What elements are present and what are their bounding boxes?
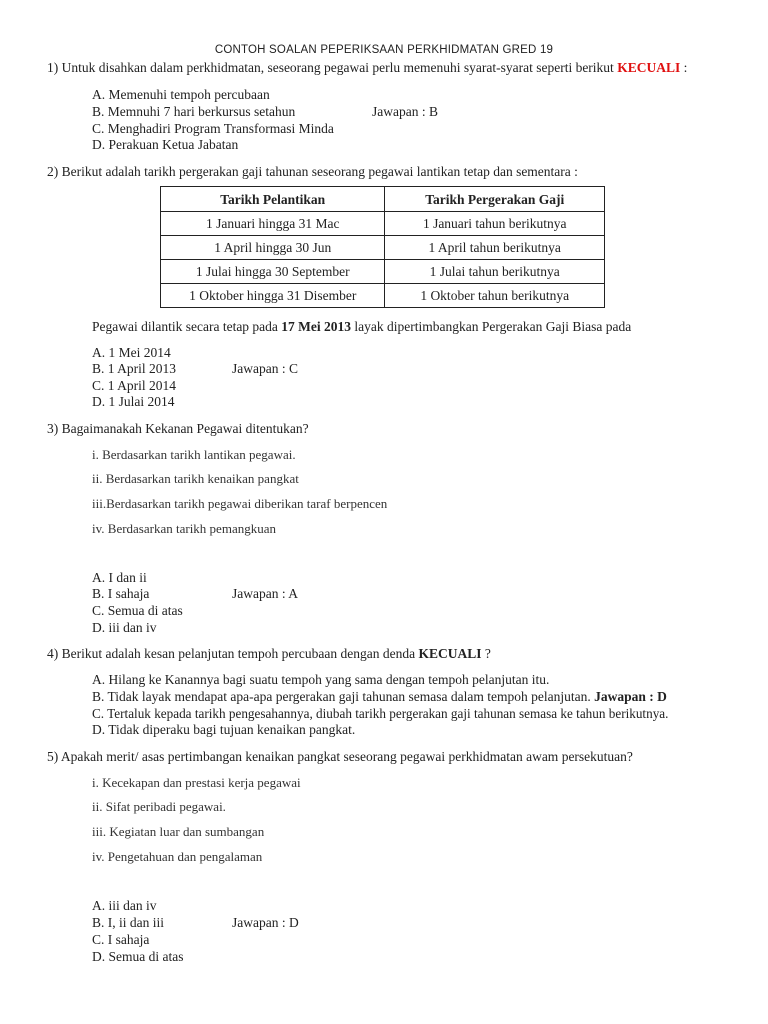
table-cell: 1 April tahun berikutnya [385,236,605,260]
q5-option-a: A. iii dan iv [92,898,157,913]
q2-option-d: D. 1 Julai 2014 [92,394,175,409]
question-5-stem: 5) Apakah merit/ asas pertimbangan kenaikan pangkat seseorang pegawai perkhidmatan awam persekutuan? [47,749,633,764]
q1-answer: Jawapan : B [372,104,438,119]
table-cell: 1 Oktober hingga 31 Disember [161,284,385,308]
table-header-cell: Tarikh Pergerakan Gaji [385,187,605,212]
q5-subitem: iii. Kegiatan luar dan sumbangan [92,824,265,839]
q2-option-c: C. 1 April 2014 [92,378,177,393]
question-2-stem: 2) Berikut adalah tarikh pergerakan gaji tahunan seseorang pegawai lantikan tetap dan sementara : [47,164,578,179]
q1-option-a: A. Memenuhi tempoh percubaan [92,87,270,102]
q5-option-b: B. I, ii dan iii [92,915,164,930]
q4-answer: Jawapan : D [594,689,667,704]
document-title: CONTOH SOALAN PEPERIKSAAN PERKHIDMATAN GRED 19 [214,44,554,56]
q5-option-c: C. I sahaja [92,932,150,947]
q2-option-b: B. 1 April 2013 [92,361,177,376]
table-cell: 1 Julai hingga 30 September [161,260,385,284]
table-row [161,260,605,284]
q4-option-d: D. Tidak diperaku bagi tujuan kenaikan pangkat. [92,722,356,737]
question-4-stem: 4) Berikut adalah kesan pelanjutan tempoh percubaan dengan denda KECUALI ? [47,646,491,661]
q3-subitem: i. Berdasarkan tarikh lantikan pegawai. [92,447,296,462]
q3-option-d: D. iii dan iv [92,620,157,635]
q3-option-a: A. I dan ii [92,570,147,585]
q4-option-b: B. Tidak layak mendapat apa-apa pergerakan gaji tahunan semasa dalam tempoh pelanjutan. Jawapan : D [92,689,667,704]
q1-kecuali-emphasis: KECUALI [617,60,681,75]
q2-follow-up-text: Pegawai dilantik secara tetap pada 17 Mei 2013 layak dipertimbangkan Pergerakan Gaji Biasa pada [92,319,632,334]
table-row [161,212,605,236]
table-cell: 1 Januari hingga 31 Mac [161,212,385,236]
question-3-stem: 3) Bagaimanakah Kekanan Pegawai ditentukan? [47,421,309,436]
table-cell: 1 April hingga 30 Jun [161,236,385,260]
q3-subitem: iii.Berdasarkan tarikh pegawai diberikan taraf berpencen [92,496,388,511]
table-cell: 1 Oktober tahun berikutnya [385,284,605,308]
question-1-stem: 1) Untuk disahkan dalam perkhidmatan, seseorang pegawai perlu memenuhi syarat-syarat seperti berikut KECUALI : [47,60,688,75]
q3-answer: Jawapan : A [232,586,298,601]
q3-option-b: B. I sahaja [92,586,150,601]
q4-kecuali-emphasis: KECUALI [418,646,482,661]
q4-option-c: C. Tertaluk kepada tarikh pengesahannya, diubah tarikh pergerakan gaji tahunan semasa ke tahun berikutnya. [92,706,669,721]
table-row [161,284,605,308]
q5-option-d: D. Semua di atas [92,949,184,964]
q5-subitem: ii. Sifat peribadi pegawai. [92,799,226,814]
q1-option-d: D. Perakuan Ketua Jabatan [92,137,239,152]
table-row [161,236,605,260]
q4-option-a: A. Hilang ke Kanannya bagi suatu tempoh yang sama dengan tempoh pelanjutan itu. [92,672,550,687]
q2-option-a: A. 1 Mei 2014 [92,345,171,360]
table-header-row [161,187,605,212]
salary-movement-table [160,186,605,308]
q3-subitem: ii. Berdasarkan tarikh kenaikan pangkat [92,471,299,486]
q3-subitem: iv. Berdasarkan tarikh pemangkuan [92,521,276,536]
q5-subitem: i. Kecekapan dan prestasi kerja pegawai [92,775,301,790]
table-cell: 1 Januari tahun berikutnya [385,212,605,236]
q5-subitem: iv. Pengetahuan dan pengalaman [92,849,263,864]
q3-option-c: C. Semua di atas [92,603,183,618]
q2-answer: Jawapan : C [232,361,298,376]
q5-answer: Jawapan : D [232,915,299,930]
q1-option-c: C. Menghadiri Program Transformasi Minda [92,121,334,136]
q1-option-b: B. Memnuhi 7 hari berkursus setahun [92,104,296,119]
table-cell: 1 Julai tahun berikutnya [385,260,605,284]
table-header-cell: Tarikh Pelantikan [161,187,385,212]
